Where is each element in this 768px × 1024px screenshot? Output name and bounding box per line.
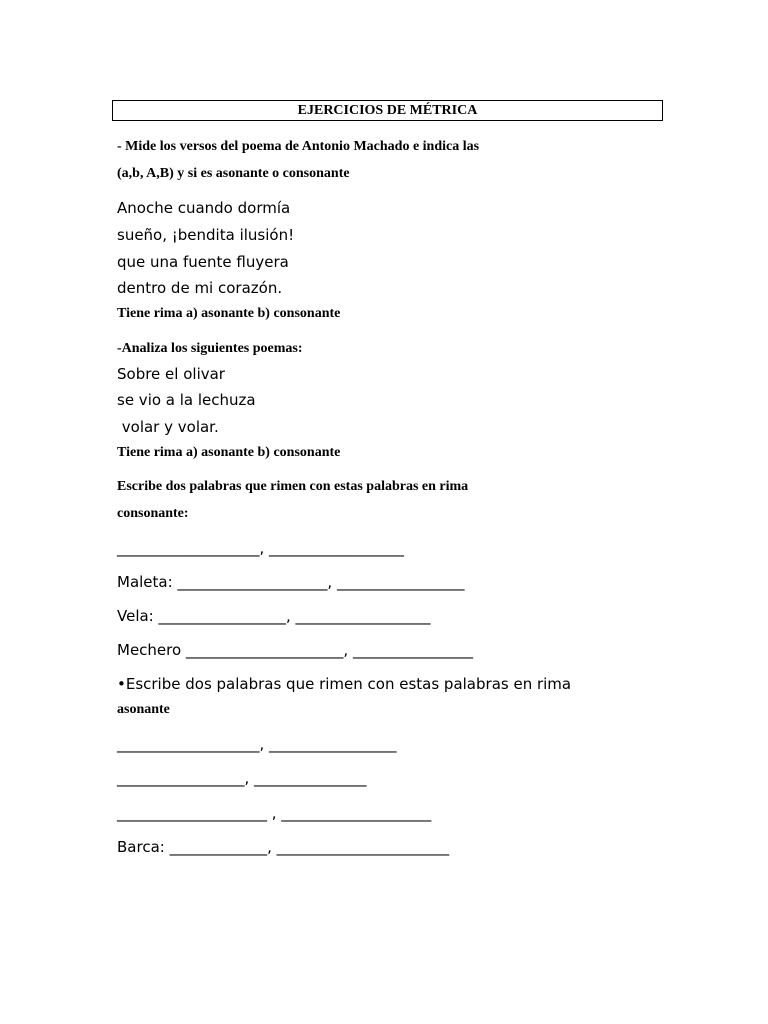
poem1-verse-2: sueño, ¡bendita ilusión! — [117, 226, 295, 244]
section2-rhyme-question: Tiene rima a) asonante b) consonante — [117, 445, 341, 460]
consonant-blank-row-1: ___________________, __________________ — [117, 539, 405, 557]
section2-instruction: -Analiza los siguientes poemas: — [117, 341, 303, 356]
poem1-verse-4: dentro de mi corazón. — [117, 279, 283, 297]
consonant-blank-row-maleta: Maleta: ____________________, _________________ — [117, 573, 465, 591]
assonant-blank-row-barca: Barca: _____________, _______________________ — [117, 838, 450, 856]
assonant-blank-row-2: _________________, _______________ — [117, 769, 367, 787]
consonant-blank-row-vela: Vela: _________________, __________________ — [117, 607, 431, 625]
section4-instruction-line1: •Escribe dos palabras que rimen con estas palabras en rima — [117, 675, 572, 693]
section3-instruction-line2: consonante: — [117, 506, 189, 521]
consonant-blank-row-mechero: Mechero _____________________, ________________ — [117, 641, 473, 659]
assonant-blank-row-1: ___________________, _________________ — [117, 735, 397, 753]
poem2-verse-1: Sobre el olivar — [117, 365, 225, 383]
poem2-verse-3: volar y volar. — [117, 418, 219, 436]
section4-instruction-line2: asonante — [117, 702, 170, 717]
poem2-verse-2: se vio a la lechuza — [117, 391, 256, 409]
section1-instruction-line2: (a,b, A,B) y si es asonante o consonante — [117, 166, 350, 181]
section3-instruction-line1: Escribe dos palabras que rimen con estas palabras en rima — [117, 479, 469, 494]
worksheet-title: EJERCICIOS DE MÉTRICA — [112, 100, 663, 121]
assonant-blank-row-3: ____________________ , ____________________ — [117, 804, 432, 822]
section1-rhyme-question: Tiene rima a) asonante b) consonante — [117, 306, 341, 321]
section1-instruction-line1: - Mide los versos del poema de Antonio Machado e indica las — [117, 139, 480, 154]
poem1-verse-1: Anoche cuando dormía — [117, 199, 291, 217]
poem1-verse-3: que una fuente fluyera — [117, 253, 289, 271]
